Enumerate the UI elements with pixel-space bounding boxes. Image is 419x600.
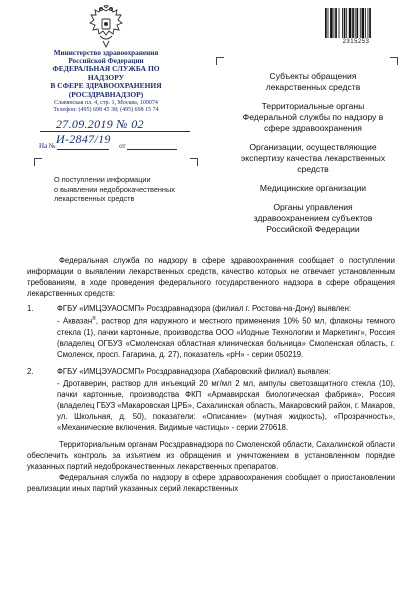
address-line: Славянская пл. 4, стр. 1, Москва, 109074: [54, 100, 158, 106]
ministry-name: Министерство здравоохранения Российской Федерации: [53, 49, 159, 66]
barcode-bar: [330, 8, 333, 38]
barcode: [324, 8, 388, 38]
ref-from-label: от: [119, 142, 126, 150]
letter-body: [27, 255, 395, 494]
item-number: 1.: [27, 304, 34, 314]
item-detail: - Дротаверин, раствор для инъекций 20 мг/мл 2 мл, ампулы светозащитного стекла (10), пачки картонные, производства ФКП «Армавирская биологическая фабрика», Россия (владелец ГБУЗ «Макаровская ЦРБ», Сахалинская область, Макаровский район, г. Макаров, ул. Школьная, д. 50), показатели: «Описание» (мутная жидкость), «Прозрачность», «Механические включения. Видимые частицы» - серии 270618.: [57, 378, 395, 432]
detail-text: , раствор для наружного и местного применения 10% 50 мл, флаконы темного стекла (1), пачки картонные, производства ООО «Иодные Технологии и Маркетинг», Россия (владелец ОГБУЗ «Смоленская областная клиническая больница» Смоленская область, г. Смоленск, просп. Гагарина, д. 27), показатель «рН» - серии 050219.: [57, 317, 395, 360]
recipient: Медицинские организации: [259, 183, 367, 194]
barcode-bar: [369, 8, 371, 38]
recipient: Органы управления здравоохранением субъектов Российской Федерации: [253, 201, 373, 235]
barcode-bar: [335, 8, 337, 38]
corner-mark: [34, 158, 42, 166]
coat-of-arms-emblem: [87, 5, 125, 49]
barcode-bar: [355, 8, 356, 38]
list-item: [27, 303, 395, 314]
ref-number-line: [57, 149, 109, 150]
service-address: [40, 100, 172, 114]
ref-date-line: [127, 149, 177, 150]
item-detail: [27, 314, 395, 360]
barcode-bar: [342, 8, 343, 38]
barcode-bar: [334, 8, 335, 38]
paragraph: Федеральная служба по надзору в сфере здравоохранения сообщает о приостановлении реализации иных партий указанных серий лекарственных: [27, 473, 395, 494]
barcode-bar: [344, 8, 346, 38]
registered-mark: ®: [92, 316, 96, 323]
barcode-bar: [328, 8, 329, 38]
barcode-number: 2315253: [342, 39, 370, 45]
corner-mark: [390, 57, 398, 65]
list-item: [27, 366, 395, 377]
barcode-bar: [349, 8, 352, 38]
barcode-bar: [365, 8, 366, 38]
barcode-bar: [356, 8, 358, 38]
barcode-bar: [339, 8, 340, 38]
recipient: Территориальные органы Федеральной службы по надзору в сфере здравоохранения: [242, 100, 384, 134]
recipient: Субъекты обращения лекарственных средств: [265, 71, 361, 93]
paragraph: Территориальным органам Росздравнадзора по Смоленской области, Сахалинской области обеспечить контроль за изъятием из обращения и уничтожением в установленном порядке указанных партий недоброкачественных лекарственных препаратов.: [27, 440, 395, 472]
reference-row: [39, 142, 189, 150]
corner-mark: [190, 158, 198, 166]
ref-label: На №: [39, 142, 56, 150]
recipient: Организации, осуществляющие экспертизу качества лекарственных средств: [240, 142, 386, 175]
date-and-number: 27.09.2019 № 02 И-2847/19: [56, 117, 144, 146]
item-number: 2.: [27, 367, 34, 377]
barcode-bar: [352, 8, 354, 38]
phone-line: Телефон: (495) 698 45 38; (495) 698 15 74: [53, 107, 159, 113]
date-underline: [40, 131, 190, 132]
corner-mark: [216, 57, 224, 65]
item-title: ФГБУ «ИМЦЭУАОСМП» Росздравнадзора (филиал г. Ростова-на-Дону) выявлен:: [57, 304, 352, 314]
barcode-bar: [362, 8, 365, 38]
barcode-bar: [325, 8, 327, 38]
recipients-list: [228, 71, 398, 243]
barcode-bar: [360, 8, 361, 38]
letter-subject: О поступлении информации о выявлении недоброкачественных лекарственных средств: [54, 175, 175, 203]
detail-text: - Аквазан: [57, 317, 93, 327]
intro-paragraph: Федеральная служба по надзору в сфере здравоохранения сообщает о поступлении информации о выявлении лекарственных средств, качество которых не отвечает установленным требованиям, в ходе проведения федерального государственного надзора в сфере обращения лекарственных средств:: [27, 256, 395, 299]
service-name: ФЕДЕРАЛЬНАЯ СЛУЖБА ПО НАДЗОРУ В СФЕРЕ ЗДРАВООХРАНЕНИЯ (РОСЗДРАВНАДЗОР): [50, 64, 162, 99]
barcode-bar: [346, 8, 347, 38]
barcode-bar: [368, 8, 369, 38]
item-title: ФГБУ «ИМЦЭУАОСМП» Росздравнадзора (Хабаровский филиал) выявлен:: [57, 367, 331, 377]
